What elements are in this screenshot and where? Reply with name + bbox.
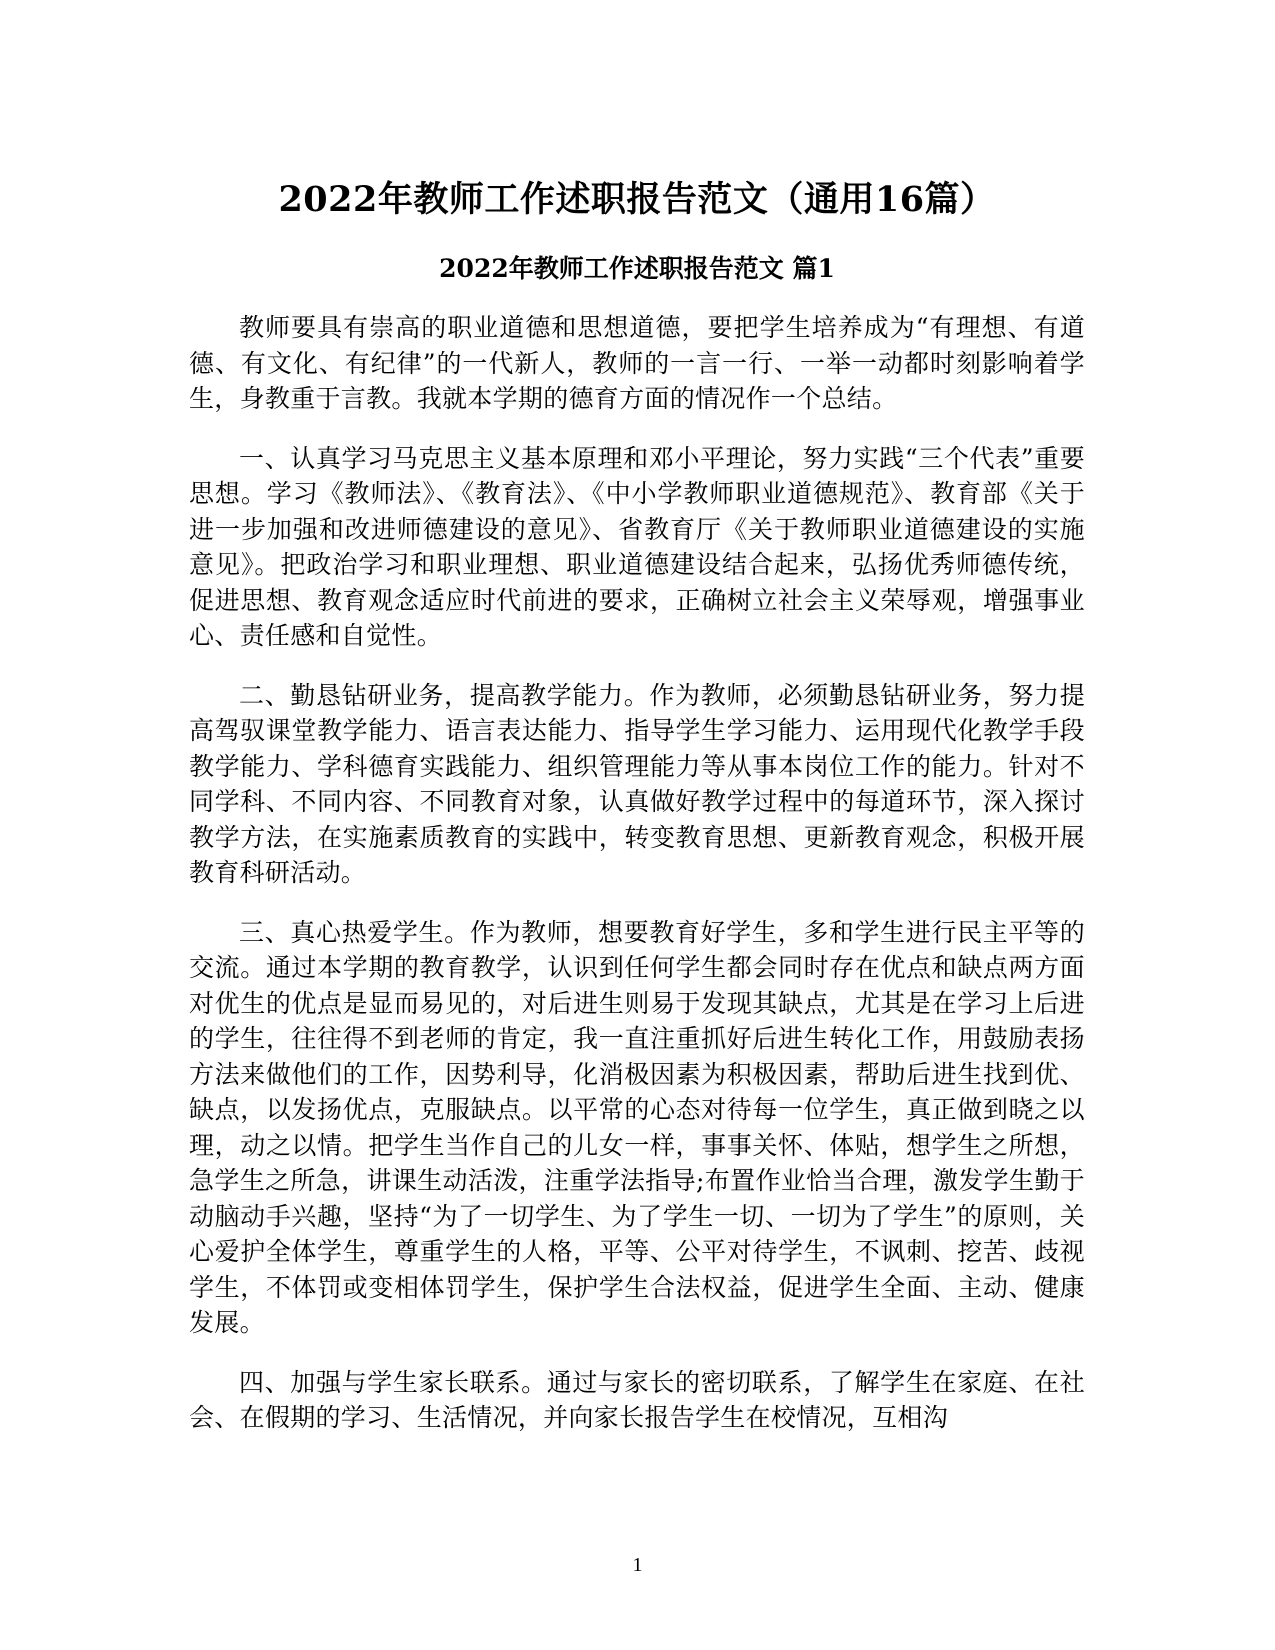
page-number: 1 <box>632 1554 643 1576</box>
paragraph-one: 一、认真学习马克思主义基本原理和邓小平理论，努力实践“三个代表”重要思想。学习《教师法》、《教育法》、《中小学教师职业道德规范》、教育部《关于进一步加强和改进师德建设的意见》、省教育厅《关于教师职业道德建设的实施意见》。把政治学习和职业理想、职业道德建设结合起来，弘扬优秀师德传统，促进思想、教育观念适应时代前进的要求，正确树立社会主义荣辱观，增强事业心、责任感和自觉性。 <box>189 443 1085 650</box>
paragraph-three: 三、真心热爱学生。作为教师，想要教育好学生，多和学生进行民主平等的交流。通过本学期的教育教学，认识到任何学生都会同时存在优点和缺点两方面对优生的优点是显而易见的，对后进生则易于发现其缺点，尤其是在学习上后进的学生，往往得不到老师的肯定，我一直注重抓好后进生转化工作，用鼓励表扬方法来做他们的工作，因势利导，化消极因素为积极因素，帮助后进生找到优、缺点，以发扬优点，克服缺点。以平常的心态对待每一位学生，真正做到晓之以理，动之以情。把学生当作自己的儿女一样，事事关怀、体贴，想学生之所想，急学生之所急，讲课生动活泼，注重学法指导;布置作业恰当合理，激发学生勤于动脑动手兴趣，坚持“为了一切学生、为了学生一切、一切为了学生”的原则，关心爱护全体学生，尊重学生的人格，平等、公平对待学生，不讽刺、挖苦、歧视学生，不体罚或变相体罚学生，保护学生合法权益，促进学生全面、主动、健康发展。 <box>189 917 1085 1337</box>
paragraph-two: 二、勤恳钻研业务，提高教学能力。作为教师，必须勤恳钻研业务，努力提高驾驭课堂教学能力、语言表达能力、指导学生学习能力、运用现代化教学手段教学能力、学科德育实践能力、组织管理能力等从事本岗位工作的能力。针对不同学科、不同内容、不同教育对象，认真做好教学过程中的每道环节，深入探讨教学方法，在实施素质教育的实践中，转变教育思想、更新教育观念，积极开展教育科研活动。 <box>189 680 1085 887</box>
body-text <box>189 310 1085 1436</box>
paragraph-four: 四、加强与学生家长联系。通过与家长的密切联系，了解学生在家庭、在社会、在假期的学习、生活情况，并向家长报告学生在校情况，互相沟 <box>189 1367 1085 1432</box>
paragraph-intro: 教师要具有崇高的职业道德和思想道德，要把学生培养成为“有理想、有道德、有文化、有纪律”的一代新人，教师的一言一行、一举一动都时刻影响着学生，身教重于言教。我就本学期的德育方面的情况作一个总结。 <box>189 313 1085 413</box>
document-title: 2022年教师工作述职报告范文（通用16篇） <box>278 179 996 220</box>
page-content <box>189 170 1085 1460</box>
section-title: 2022年教师工作述职报告范文 篇1 <box>439 254 835 283</box>
